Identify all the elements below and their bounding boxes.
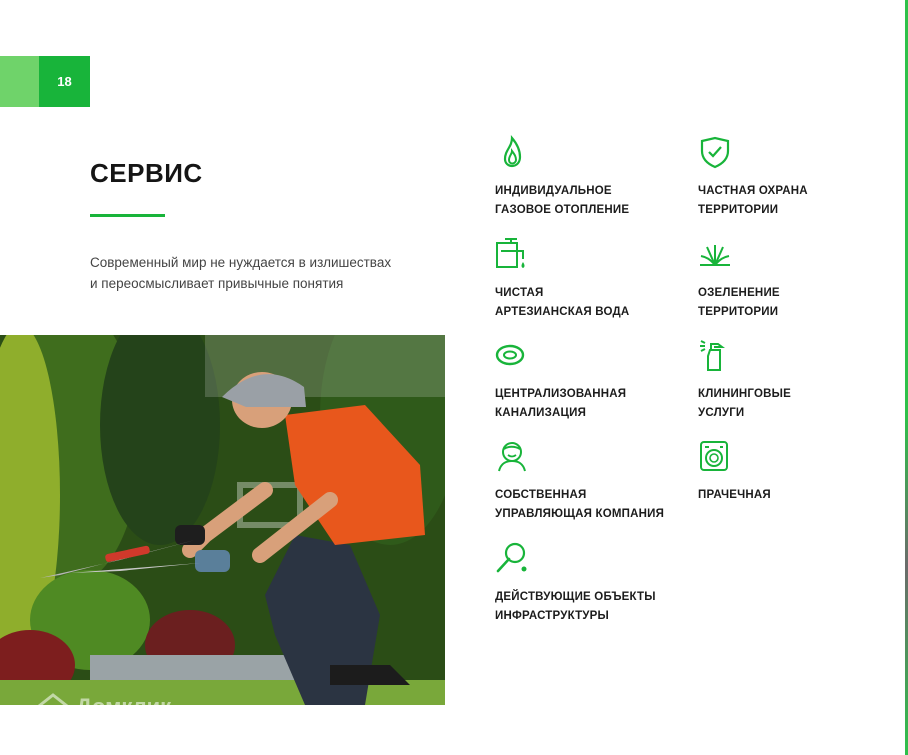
page-title: СЕРВИС bbox=[90, 158, 203, 188]
service-label: СОБСТВЕННАЯ УПРАВЛЯЮЩАЯ КОМПАНИЯ bbox=[495, 489, 665, 520]
gardener-photo bbox=[0, 335, 445, 705]
domclick-watermark bbox=[36, 692, 171, 722]
service-laundry bbox=[698, 439, 888, 505]
washing-machine-icon bbox=[698, 439, 732, 473]
service-security bbox=[698, 135, 888, 220]
service-landscaping bbox=[698, 237, 888, 322]
service-artesian-water bbox=[495, 237, 685, 322]
service-label: ЦЕНТРАЛИЗОВАННАЯ КАНАЛИЗАЦИЯ bbox=[495, 388, 627, 419]
tennis-racket-icon bbox=[495, 541, 529, 575]
service-sewerage bbox=[495, 338, 685, 423]
spray-bottle-icon bbox=[698, 338, 732, 372]
service-label: КЛИНИНГОВЫЕ УСЛУГИ bbox=[698, 388, 791, 419]
service-cleaning bbox=[698, 338, 888, 423]
service-label: ЧИСТАЯ АРТЕЗИАНСКАЯ ВОДА bbox=[495, 287, 630, 318]
page-subtitle: Современный мир не нуждается в излишествах и переосмысливает привычные понятия bbox=[90, 255, 392, 291]
service-label: ЧАСТНАЯ ОХРАНА ТЕРРИТОРИИ bbox=[698, 185, 808, 216]
water-tap-icon bbox=[495, 237, 529, 271]
manager-icon bbox=[495, 439, 529, 473]
service-label: ИНДИВИДУАЛЬНОЕ ГАЗОВОЕ ОТОПЛЕНИЕ bbox=[495, 185, 630, 216]
page-number: 18 bbox=[39, 56, 90, 107]
shield-check-icon bbox=[698, 135, 732, 169]
pipe-icon bbox=[495, 338, 529, 372]
service-management-company bbox=[495, 439, 685, 524]
service-infrastructure bbox=[495, 541, 685, 626]
service-label: ДЕЙСТВУЮЩИЕ ОБЪЕКТЫ ИНФРАСТРУКТУРЫ bbox=[495, 591, 656, 622]
service-label: ОЗЕЛЕНЕНИЕ ТЕРРИТОРИИ bbox=[698, 287, 780, 318]
house-logo-icon bbox=[36, 692, 70, 722]
flame-icon bbox=[495, 135, 529, 169]
watermark-text: Домклик bbox=[76, 694, 172, 719]
page-tab-accent bbox=[0, 56, 39, 107]
grass-icon bbox=[698, 237, 732, 271]
service-gas-heating bbox=[495, 135, 685, 220]
service-label: ПРАЧЕЧНАЯ bbox=[698, 489, 771, 501]
title-underline bbox=[90, 214, 165, 217]
